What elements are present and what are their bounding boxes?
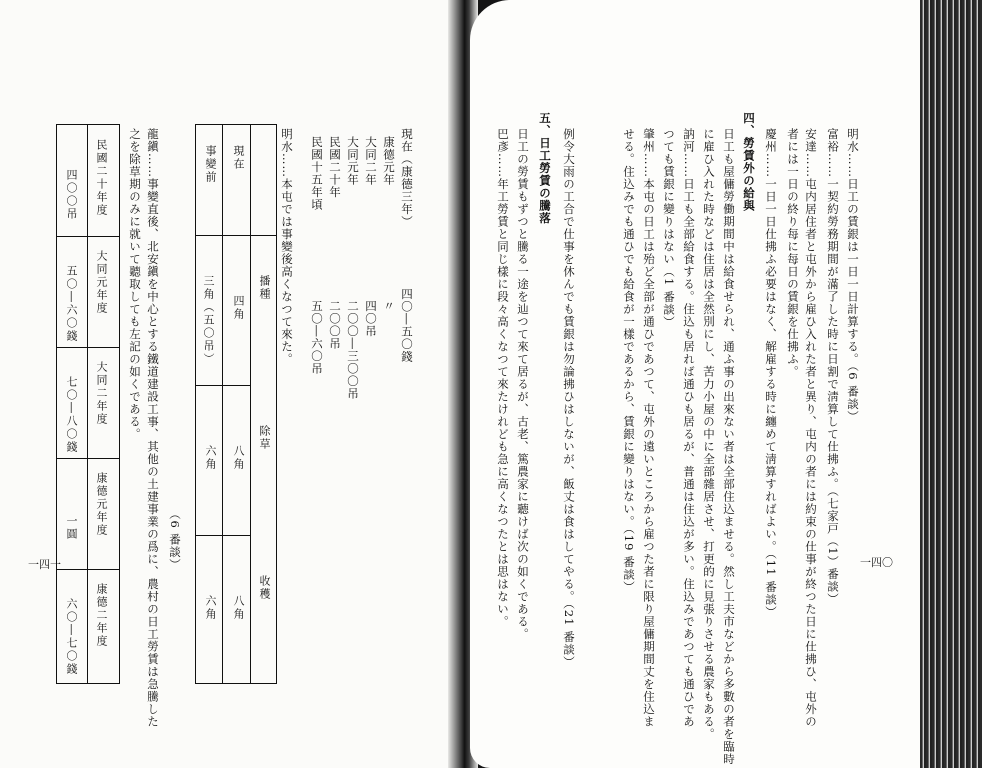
section-4-line: 日工も屋傭勞働期間中は給食せられ、通ふ事の出來ない者は全部住込ませる。然し工夫市などから多數の者を臨時 xyxy=(722,128,736,766)
section-5-heading: 五、日工勞賃の騰落 xyxy=(538,112,552,225)
body-line: 明水……日工の賃銀は一日一日計算する。（6 番談） xyxy=(846,128,860,423)
year-cell: 康德元年度 xyxy=(95,472,108,537)
cell-harvest-before: 六角 xyxy=(204,595,217,621)
wage-by-task-table xyxy=(195,124,277,684)
section-4-line: に雇ひ入れた時などは住居は全然別にし、苦力小屋の中に全部雜居させ、打更的に見張りさせる農家もある。 xyxy=(702,128,716,741)
cell-sow-before: 三角（五〇吊） xyxy=(202,275,215,366)
right-page-number: 一四〇 xyxy=(860,556,893,569)
value-cell: 五〇―六〇錢 xyxy=(65,265,78,343)
price-value: 二〇〇吊 xyxy=(328,300,342,350)
header-weed: 除草 xyxy=(258,425,271,451)
section-4-line: 肇州……本屯の日工は殆ど全部が通ひであつて、屯外の遠いところから雇つた者に限り屋傭期間丈を住込ま xyxy=(642,128,656,728)
section-4-line: 訥河……日工も全部給食する。住込も居れば通ひも居るが、普通は住込が多い。住込みであつても通ひであ xyxy=(682,128,696,728)
mingshui-line: 明水……本屯では事變後高くなつて來た。 xyxy=(280,128,294,366)
body-line: 者には一日の終り每に每日の賃銀を仕拂ふ。 xyxy=(786,128,800,378)
year-cell: 大同元年度 xyxy=(95,250,108,315)
year-cell: 康德二年度 xyxy=(95,583,108,648)
price-value: 四〇―五〇錢 xyxy=(400,288,414,363)
section-4-line: 例令大雨の工合で仕事を休んでも賃銀は勿論拂ひはしないが、飯丈は食はしてやる。（21 番談） xyxy=(562,128,576,669)
row-label: 事變前 xyxy=(204,145,217,184)
left-page-number: 一四一 xyxy=(28,558,61,571)
price-period: 現在（康德三年） xyxy=(400,128,414,228)
year-cell: 民國二十年度 xyxy=(95,139,108,217)
cell-weed-before: 六角 xyxy=(204,445,217,471)
book-page-edges xyxy=(920,0,982,768)
price-period: 大同二年 xyxy=(364,136,378,186)
price-period: 民國二十年 xyxy=(328,136,342,199)
note-6: （6 番談） xyxy=(168,508,182,571)
row-label: 現在 xyxy=(232,145,245,171)
price-value: 四〇吊 xyxy=(364,300,378,338)
body-line: 安達……屯内居住者と屯外から雇ひ入れた者と異り、屯内の者には約束の仕事が終つた日に仕拂ひ、屯外の xyxy=(804,128,818,728)
cell-weed-now: 八角 xyxy=(232,445,245,471)
weeding-wage-table xyxy=(56,124,120,684)
body-line: 富裕……一契約勞務期間が滿了した時に日割で淸算して仕拂ふ。（七家戸（1）番談） xyxy=(826,128,840,606)
value-cell: 六〇―七〇錢 xyxy=(65,598,78,676)
section-5-line: 日工の勞賃もずつと騰る一途を辿つて來て居るが、古老、篤農家に聽けば次の如くである。 xyxy=(516,128,530,641)
year-cell: 大同二年度 xyxy=(95,361,108,426)
longzhen-line: 龍鎭……事變直後、北安鎭を中心とする鐵道建設工事、其他の土建事業の爲に、農村の日工勞賃は急騰した xyxy=(146,128,160,728)
value-cell: 七〇―八〇錢 xyxy=(65,376,78,454)
section-4-heading: 四、勞賃外の給與 xyxy=(742,112,756,212)
cell-sow-now: 四角 xyxy=(232,295,245,321)
left-page xyxy=(0,0,458,768)
header-sow: 播種 xyxy=(258,275,271,301)
body-line: 慶州……一日一日仕拂ふ必要はなく、解雇する時に纏めて淸算すればよい。（11 番談） xyxy=(764,128,778,619)
price-value: 二〇〇―三〇〇吊 xyxy=(346,300,360,400)
price-period: 民國十五年頃 xyxy=(310,136,324,211)
price-period: 大同元年 xyxy=(346,136,360,186)
section-4-line: つても賃銀に變りはない（1 番談） xyxy=(662,128,676,329)
price-value: 五〇―六〇吊 xyxy=(310,300,324,375)
right-page xyxy=(470,0,922,768)
cell-harvest-now: 八角 xyxy=(232,595,245,621)
header-harvest: 收穫 xyxy=(258,575,271,601)
price-value: 〃 xyxy=(382,300,396,313)
longzhen-line: 之を除草期のみに就いて聽取しても左記の如くである。 xyxy=(128,128,142,441)
section-4-line: せる。住込みでも通ひでも給食が一樣であるから、賃銀に變りはない。（19 番談） xyxy=(622,128,636,594)
value-cell: 四〇〇吊 xyxy=(65,169,78,221)
value-cell: 一圓 xyxy=(65,515,78,541)
section-5-line: 巴彥……年工勞賃と同じ樣に段々高くなつて來たけれども急に高くなつたとは思はない。 xyxy=(496,128,510,628)
price-period: 康德元年 xyxy=(382,136,396,186)
